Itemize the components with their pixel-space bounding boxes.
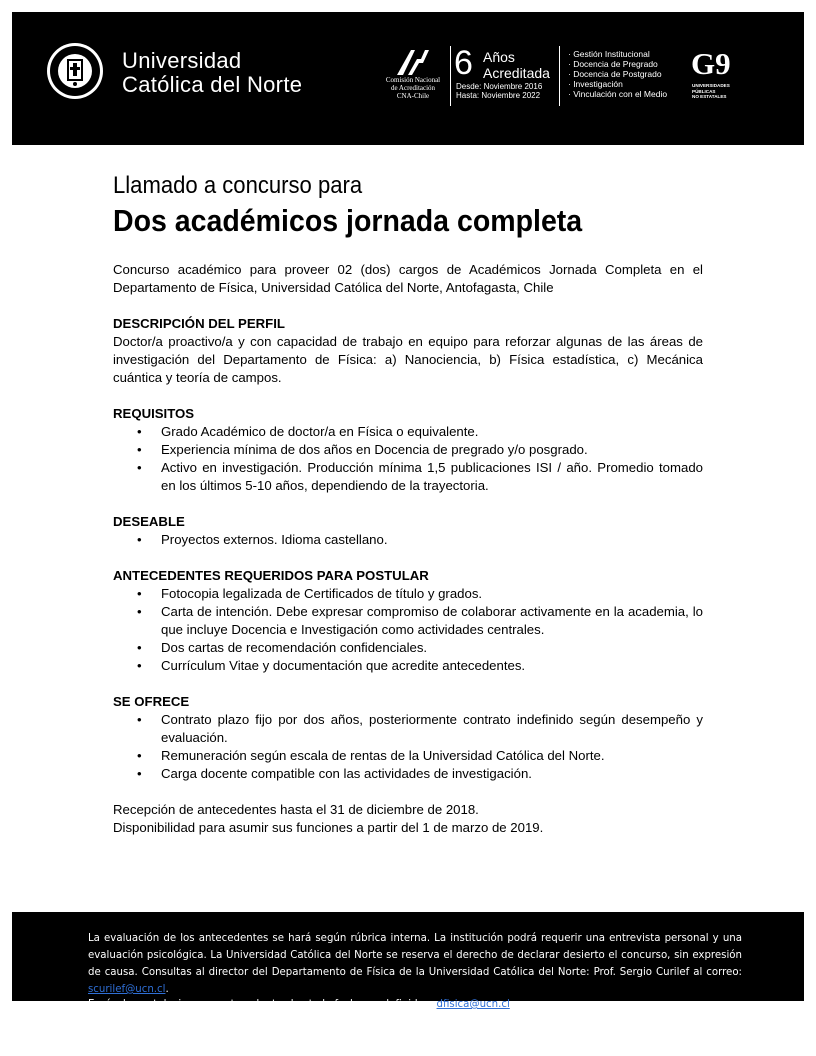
accreditation-to: Hasta: Noviembre 2022 bbox=[456, 91, 541, 100]
list-item-text: Carga docente compatible con las actividades de investigación. bbox=[161, 766, 532, 781]
header-divider bbox=[450, 46, 451, 106]
list-item bbox=[113, 585, 703, 603]
list-item bbox=[113, 765, 703, 783]
bullet-icon: • bbox=[137, 640, 142, 655]
bullet-icon: • bbox=[137, 712, 142, 727]
area-item: · Investigación bbox=[568, 79, 623, 89]
deadline-text: Recepción de antecedentes hasta el 31 de diciembre de 2018. bbox=[113, 802, 479, 817]
page-pretitle: Llamado a concurso para bbox=[113, 172, 363, 199]
start-date-text: Disponibilidad para asumir sus funciones a partir del 1 de marzo de 2019. bbox=[113, 820, 544, 835]
bullet-icon: • bbox=[137, 424, 142, 439]
list-item bbox=[113, 441, 703, 459]
list-item bbox=[113, 531, 703, 549]
profile-text: Doctor/a proactivo/a y con capacidad de trabajo en equipo para reforzar algunas de las áreas de investigación del Departamento de Física: a) Nanociencia, b) Física estadística, c) Mecánica cuántica y teoría de campos. bbox=[113, 334, 703, 385]
requirements-section bbox=[113, 405, 703, 495]
footer-text-end: . bbox=[165, 984, 169, 995]
bullet-icon: • bbox=[137, 442, 142, 457]
accreditation-areas bbox=[568, 49, 667, 99]
list-item-text: Proyectos externos. Idioma castellano. bbox=[161, 532, 388, 547]
intro-paragraph: Concurso académico para proveer 02 (dos) cargos de Académicos Jornada Completa en el Departamento de Física, Universidad Católica del Norte, Antofagasta, Chile bbox=[113, 262, 703, 295]
cna-logo bbox=[374, 48, 452, 100]
g9-line2: PÚBLICAS bbox=[692, 88, 716, 94]
bullet-icon: • bbox=[137, 532, 142, 547]
g9-line3: NO ESTATALES bbox=[692, 94, 727, 99]
list-item bbox=[113, 423, 703, 441]
profile-section bbox=[113, 315, 703, 387]
area-item: · Docencia de Postgrado bbox=[568, 69, 662, 79]
requirements-heading: REQUISITOS bbox=[113, 406, 195, 421]
list-item-text: Remuneración según escala de rentas de la Universidad Católica del Norte. bbox=[161, 748, 605, 763]
university-name-line1: Universidad bbox=[122, 48, 242, 73]
area-item: · Gestión Institucional bbox=[568, 49, 650, 59]
list-item-text: Activo en investigación. Producción mínima 1,5 publicaciones ISI / año. Promedio tomado en los últimos 5-10 años, dependiendo de la trayectoria. bbox=[161, 460, 703, 493]
g9-logo: G9 bbox=[691, 46, 731, 81]
contact-email-link[interactable]: scurilef@ucn.cl bbox=[88, 984, 166, 995]
bullet-icon: • bbox=[137, 604, 142, 619]
accredited-word: Acreditada bbox=[483, 65, 550, 81]
area-item: · Docencia de Pregrado bbox=[568, 59, 658, 69]
cna-line2: de Acreditación bbox=[390, 84, 436, 92]
list-item bbox=[113, 459, 703, 495]
submission-email-link[interactable]: dfisica@ucn.cl bbox=[436, 999, 510, 1010]
cna-line1: Comisión Nacional bbox=[385, 76, 441, 84]
main-content bbox=[113, 172, 703, 837]
offer-section bbox=[113, 693, 703, 783]
footer-submission-line bbox=[88, 996, 510, 1013]
documents-heading: ANTECEDENTES REQUERIDOS PARA POSTULAR bbox=[113, 568, 429, 583]
desirable-heading: DESEABLE bbox=[113, 514, 185, 529]
university-name-line2: Católica del Norte bbox=[122, 72, 303, 97]
list-item-text: Carta de intención. Debe expresar compromiso de colaborar activamente en la academia, lo que incluye Docencia e Investigación como actividades centrales. bbox=[161, 604, 703, 637]
list-item-text: Fotocopia legalizada de Certificados de título y grados. bbox=[161, 586, 483, 601]
footer-banner bbox=[12, 912, 804, 1010]
bullet-icon: • bbox=[137, 586, 142, 601]
list-item-text: Dos cartas de recomendación confidenciales. bbox=[161, 640, 428, 655]
desirable-list bbox=[113, 531, 703, 549]
ucn-seal-icon bbox=[46, 42, 104, 100]
list-item-text: Currículum Vitae y documentación que acredite antecedentes. bbox=[161, 658, 526, 673]
page-title: Dos académicos jornada completa bbox=[113, 203, 583, 238]
accreditation-from: Desde: Noviembre 2016 bbox=[456, 82, 543, 91]
bullet-icon: • bbox=[137, 658, 142, 673]
list-item-text: Contrato plazo fijo por dos años, posteriormente contrato indefinido según desempeño y evaluación. bbox=[161, 712, 703, 745]
university-name bbox=[122, 49, 302, 97]
profile-heading: DESCRIPCIÓN DEL PERFIL bbox=[113, 316, 285, 331]
g9-subtitle bbox=[692, 83, 730, 100]
header-banner bbox=[12, 12, 804, 145]
list-item bbox=[113, 711, 703, 747]
bullet-icon: • bbox=[137, 748, 142, 763]
cna-line3: CNA-Chile bbox=[396, 92, 430, 100]
submission-text: Envío de postulaciones y antecedentes hasta la fecha predefinida a bbox=[88, 999, 434, 1010]
years-word: Años bbox=[483, 49, 515, 65]
bullet-icon: • bbox=[137, 460, 142, 475]
accreditation-words bbox=[483, 49, 550, 81]
accreditation-years-number: 6 bbox=[454, 44, 473, 82]
list-item-text: Experiencia mínima de dos años en Docencia de pregrado y/o posgrado. bbox=[161, 442, 588, 457]
bullet-icon: • bbox=[137, 766, 142, 781]
cna-mark-icon bbox=[395, 48, 431, 76]
list-item bbox=[113, 657, 703, 675]
desirable-section bbox=[113, 513, 703, 549]
list-item bbox=[113, 603, 703, 639]
documents-section bbox=[113, 567, 703, 675]
list-item bbox=[113, 747, 703, 765]
documents-list bbox=[113, 585, 703, 675]
header-divider bbox=[559, 46, 560, 106]
area-item: · Vinculación con el Medio bbox=[568, 89, 668, 99]
footer-text: La evaluación de los antecedentes se hará según rúbrica interna. La institución podrá requerir una entrevista personal y una evaluación psicológica. La Universidad Católica del Norte se reserva el derecho de declarar desierto el concurso, sin expresión de causa. Consultas al director del Departamento de Física de la Universidad Católica del Norte: Prof. Sergio Curilef al correo: bbox=[88, 933, 742, 978]
accreditation-dates bbox=[456, 82, 542, 100]
offer-list bbox=[113, 711, 703, 783]
list-item-text: Grado Académico de doctor/a en Física o equivalente. bbox=[161, 424, 479, 439]
offer-heading: SE OFRECE bbox=[113, 694, 190, 709]
g9-line1: UNIVERSIDADES bbox=[692, 83, 730, 88]
list-item bbox=[113, 639, 703, 657]
footer-paragraph bbox=[88, 930, 742, 998]
requirements-list bbox=[113, 423, 703, 495]
closing-notes bbox=[113, 801, 703, 837]
